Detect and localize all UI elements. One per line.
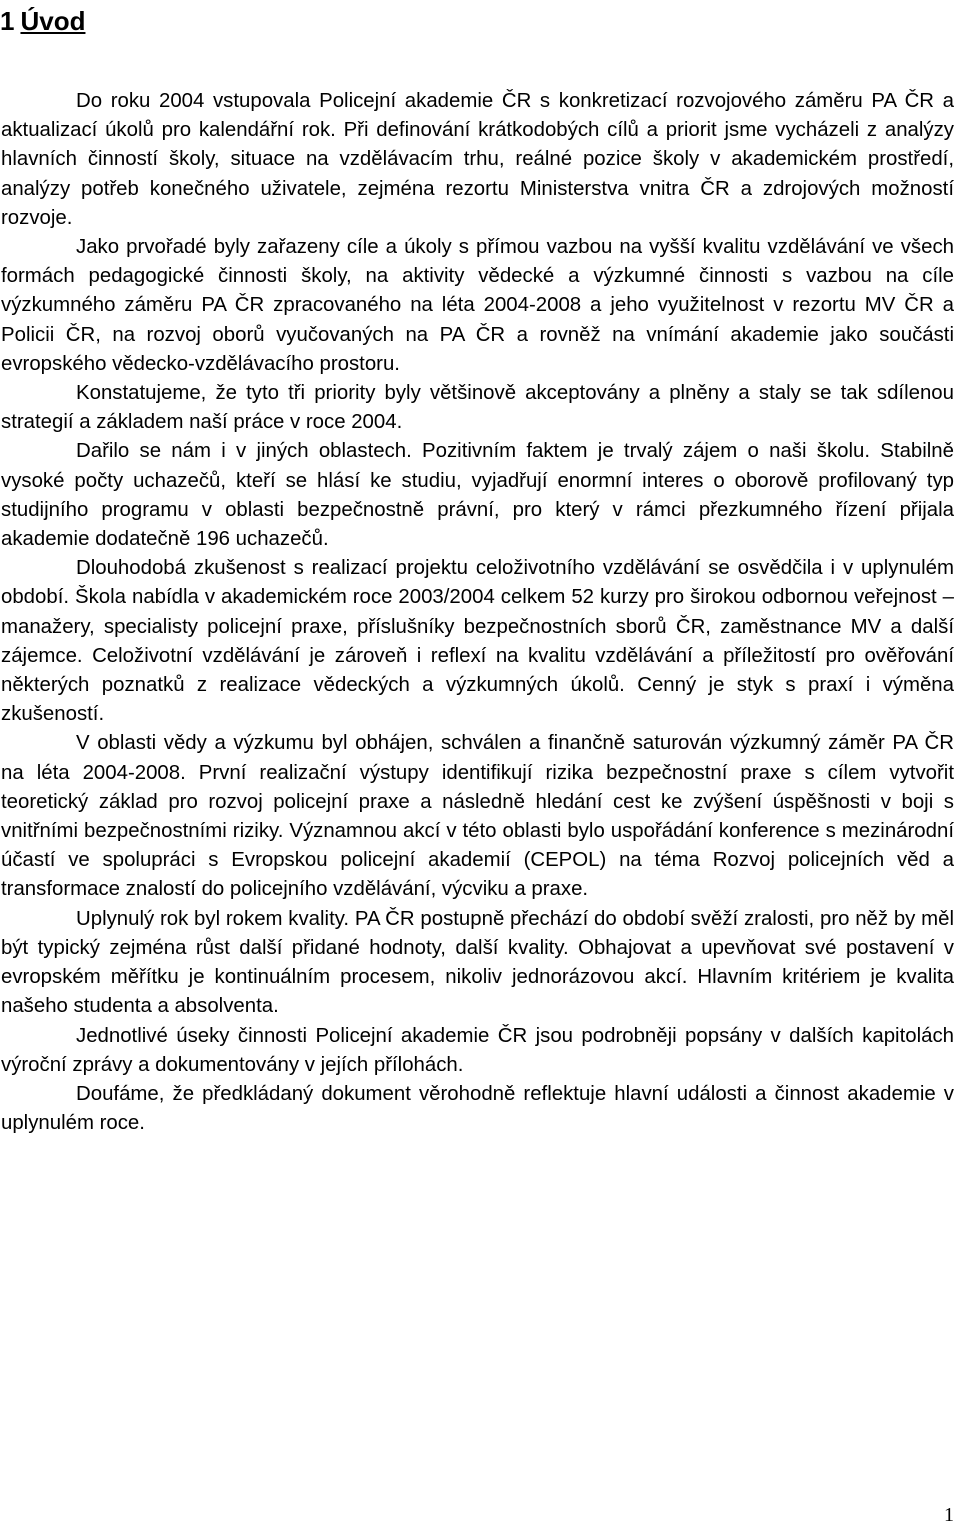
paragraph: Do roku 2004 vstupovala Policejní akademie ČR s konkretizací rozvojového záměru PA ČR a aktualizací úkolů pro kalendářní rok. Při definování krátkodobých cílů a priorit jsme vycházeli z analýzy hlavních činností školy, situace na vzdělávacím trhu, reálné pozice školy v akademickém prostředí, analýzy potřeb konečného uživatele, zejména rezortu Ministerstva vnitra ČR a zdrojových možností rozvoje. [1,90,954,229]
paragraph: Jednotlivé úseky činnosti Policejní akademie ČR jsou podrobněji popsány v dalších kapitolách výroční zprávy a dokumentovány v jejích přílohách. [1,1024,954,1076]
chapter-number: 1 [0,6,15,36]
paragraph: V oblasti vědy a výzkumu byl obhájen, schválen a finančně saturován výzkumný záměr PA ČR na léta 2004-2008. První realizační výstupy identifikují rizika bezpečnostní praxe s cílem vytvořit teoretický základ pro rozvoj policejní praxe a následně hledání cest ke zvýšení úspěšnosti v boji s vnitřními bezpečnostními riziky. Významnou akcí v této oblasti bylo uspořádání konference s mezinárodní účastí ve spolupráci s Evropskou policejní akademií (CEPOL) na téma Rozvoj policejních věd a transformace znalostí do policejního vzdělávání, výcviku a praxe. [1,732,954,901]
paragraph: Doufáme, že předkládaný dokument věrohodně reflektuje hlavní události a činnost akademie v uplynulém roce. [1,1082,954,1135]
chapter-title: Úvod [20,6,86,36]
document-body [1,87,954,1138]
paragraph: Dařilo se nám i v jiných oblastech. Pozitivním faktem je trvalý zájem o naši školu. Stabilně vysoké počty uchazečů, kteří se hlásí ke studiu, vyjadřují enormní interes o oborově profilovaný typ studijního programu v oblasti bezpečnostně právní, pro který v rámci přezkumného řízení přijala akademie dodatečně 196 uchazečů. [1,440,954,551]
paragraph: Konstatujeme, že tyto tři priority byly většinově akceptovány a plněny a staly se tak sdílenou strategií a základem naší práce v roce 2004. [1,382,954,434]
paragraph: Uplynulý rok byl rokem kvality. PA ČR postupně přechází do období svěží zralosti, pro něž by měl být typický zejména růst další přidané hodnoty, další kvality. Obhajovat a upevňovat své postavení v evropském měřítku je kontinuálním procesem, nikoliv jednorázovou akcí. Hlavním kritériem je kvalita našeho studenta a absolventa. [1,907,954,1018]
chapter-heading [0,4,85,38]
page-number: 1 [944,1504,954,1526]
paragraph: Dlouhodobá zkušenost s realizací projektu celoživotního vzdělávání se osvědčila i v uplynulém období. Škola nabídla v akademickém roce 2003/2004 celkem 52 kurzy pro širokou odbornou veřejnost – manažery, specialisty policejní praxe, příslušníky bezpečnostních sborů ČR, zaměstnance MV a další zájemce. Celoživotní vzdělávání je zároveň i reflexí na kvalitu vzdělávání a příležitostí pro ověřování některých poznatků z realizace vědeckých a výzkumných úkolů. Cenný je styk s praxí i výměna zkušeností. [1,557,954,726]
paragraph: Jako prvořadé byly zařazeny cíle a úkoly s přímou vazbou na vyšší kvalitu vzdělávání ve všech formách pedagogické činnosti školy, na aktivity vědecké a výzkumné činnosti s vazbou na cíle výzkumného záměru PA ČR zpracovaného na léta 2004-2008 a jeho využitelnost v rezortu MV ČR a Policii ČR, na rozvoj oborů vyučovaných na PA ČR a rovněž na vnímání akademie jako součásti evropského vědecko-vzdělávacího prostoru. [1,236,954,375]
